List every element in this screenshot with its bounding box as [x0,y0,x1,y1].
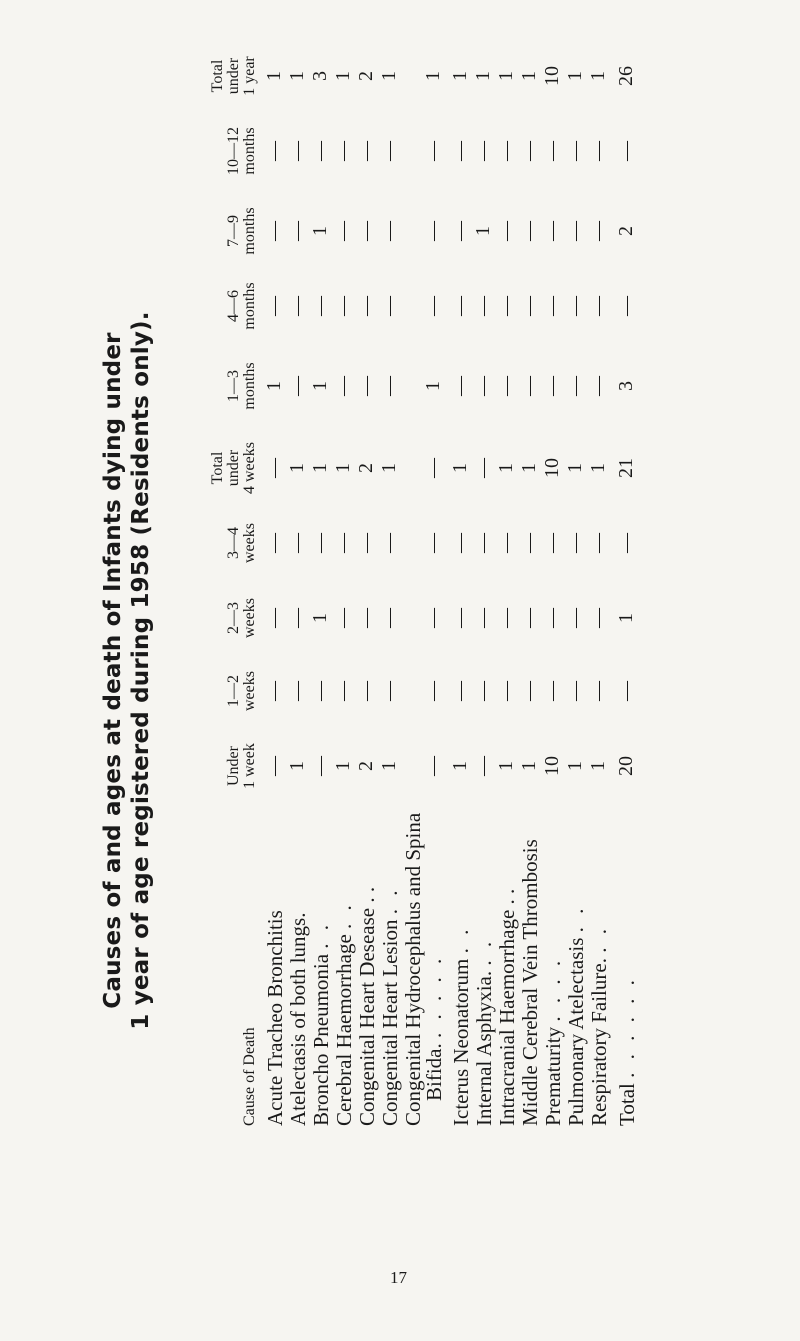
column-header-text: 1—3 [225,370,242,402]
cause-text: Congenital Hydrocephalus and Spina [401,812,425,1126]
table-cell: — [263,296,285,316]
column-header-4 [198,508,258,578]
table-cell: — [309,681,331,701]
table-cell: — [564,376,586,396]
leader-dots: . . . . [541,956,565,1022]
leader-dots: . . [378,886,402,915]
table-cell: 1 [332,761,354,771]
table-cell: — [286,141,308,161]
cause-text: Respiratory Failure. [587,958,611,1126]
table-cell: — [587,681,609,701]
leader-dots: . . [332,901,356,929]
table-cell: — [518,221,540,241]
table-cell: — [378,608,400,628]
column-header-text: 3—4 [225,527,242,559]
leader-dots: . . . . . [422,954,446,1038]
page-number: 17 [390,1268,407,1287]
table-cell: — [332,376,354,396]
cause-text: Intracranial Haemorrhage . . [495,888,519,1126]
table-cell: — [449,221,471,241]
table-cell: — [564,681,586,701]
table-cell: — [587,221,609,241]
column-header-1 [198,731,258,801]
table-cell: — [518,608,540,628]
cause-text: Atelectasis of both lungs. [286,912,310,1126]
table-cell: 2 [355,71,377,81]
table-cell: 1 [422,71,444,81]
column-header-text: months [241,127,258,175]
table-cell: — [309,756,331,776]
table-cell: — [422,681,444,701]
table-cell: — [422,608,444,628]
table-cell: — [309,533,331,553]
table-cell: — [472,141,494,161]
column-header-10 [198,41,258,111]
table-cell: — [615,296,637,316]
table-cell: 26 [615,66,637,86]
table-cell: 1 [263,381,285,391]
table-cell: 1 [472,71,494,81]
table-cell: — [472,296,494,316]
table-cell: — [541,296,563,316]
table-cell: — [495,296,517,316]
table-cell: 1 [449,463,471,473]
table-cell: — [355,681,377,701]
cause-text: Congenital Heart Desease . . [355,886,379,1126]
table-cell: — [422,296,444,316]
column-header-text: under [225,57,242,95]
table-cell: — [615,533,637,553]
table-cell: — [587,608,609,628]
table-title-line-1: Causes of and ages at death of Infants dying under [100,332,126,1009]
table-cell: 1 [263,71,285,81]
table-cell: 3 [309,71,331,81]
table-cell: — [378,533,400,553]
cause-text: Internal Asphyxia. [472,970,496,1126]
column-header-8 [198,196,258,266]
cause-text: Icterus Neonatorum [449,958,473,1126]
table-cell: 1 [378,463,400,473]
table-cell: — [286,608,308,628]
table-cell: — [355,296,377,316]
table-cell: — [615,681,637,701]
table-cell: 1 [449,71,471,81]
table-cell: — [263,458,285,478]
leader-dots: . . [472,937,496,966]
table-cell: — [332,296,354,316]
table-cell: — [587,296,609,316]
table-cell: — [355,608,377,628]
table-cell: — [422,141,444,161]
table-cell: — [518,681,540,701]
column-header-text: weeks [241,671,258,711]
table-cell: — [564,141,586,161]
table-cell: — [564,533,586,553]
table-cell: — [263,756,285,776]
table-cell: — [378,221,400,241]
table-cell: 1 [518,761,540,771]
table-cell: — [309,141,331,161]
table-cell: — [541,141,563,161]
cause-text: Cerebral Haemorrhage [332,934,356,1126]
table-cell: — [449,296,471,316]
table-cell: 10 [541,756,563,776]
cause-text: Pulmonary Atelectasis [564,937,588,1126]
cause-text: Prematurity [541,1026,565,1126]
table-cell: — [472,608,494,628]
table-cell: — [587,141,609,161]
table-cell: — [355,221,377,241]
table-cell: — [541,221,563,241]
table-cell: 1 [587,71,609,81]
table-cell: 1 [587,761,609,771]
table-cell: 1 [472,226,494,236]
table-cell: — [449,533,471,553]
table-cell: 2 [355,463,377,473]
cause-text: Middle Cerebral Vein Thrombosis [518,839,542,1126]
leader-dots: . . [564,904,588,933]
table-cell: 1 [309,613,331,623]
table-cell: — [495,533,517,553]
column-header-text: weeks [241,598,258,638]
table-cell: — [422,221,444,241]
table-cell: — [449,681,471,701]
leader-dots: . . . . . . [615,976,639,1078]
column-header-text: months [241,282,258,330]
column-header-2 [198,656,258,726]
column-header-5 [198,433,258,503]
table-cell: — [518,533,540,553]
column-header-text: under [225,449,242,487]
column-header-text: 2—3 [225,602,242,634]
table-cell: 1 [564,463,586,473]
table-cell: — [332,221,354,241]
table-cell: — [378,376,400,396]
table-cell: — [564,608,586,628]
table-cell: 1 [495,463,517,473]
table-cell: 20 [615,756,637,776]
table-cell: — [422,756,444,776]
table-cell: — [495,608,517,628]
table-cell: 1 [518,71,540,81]
table-cell: — [615,141,637,161]
cause-text: Broncho Pneumonia [309,953,333,1126]
table-cell: — [564,296,586,316]
table-cell: — [495,221,517,241]
table-cell: 1 [422,381,444,391]
table-cell: — [495,141,517,161]
table-cell: 1 [286,71,308,81]
table-cell: — [495,376,517,396]
table-cell: — [449,141,471,161]
table-cell: — [286,681,308,701]
column-header-text: months [241,362,258,410]
table-cell: 1 [564,71,586,81]
table-cell: — [263,533,285,553]
table-cell: — [449,608,471,628]
table-cell: 1 [449,761,471,771]
table-cell: 1 [587,463,609,473]
table-cell: — [541,376,563,396]
leader-dots: . . [309,920,333,949]
column-header-text: months [241,207,258,255]
table-cell: 3 [615,381,637,391]
column-header-text: 10—12 [225,127,242,175]
table-cell: 1 [332,463,354,473]
cause-text: Total [615,1083,639,1126]
table-cell: 1 [286,463,308,473]
table-cell: — [263,681,285,701]
table-cell: — [422,458,444,478]
table-cell: — [495,681,517,701]
table-cell: 2 [615,226,637,236]
table-cell: 1 [615,613,637,623]
table-cell: — [332,141,354,161]
table-cell: — [472,533,494,553]
table-cell: — [472,756,494,776]
column-header-9 [198,116,258,186]
table-cell: — [309,296,331,316]
table-cell: — [587,376,609,396]
table-cell: — [449,376,471,396]
column-header-text: 4 weeks [241,442,258,494]
table-cell: — [263,608,285,628]
cause-text: Bifida. [422,1043,446,1101]
cause-text: Acute Tracheo Bronchitis [263,910,287,1126]
table-cell: — [472,376,494,396]
table-cell: 10 [541,66,563,86]
column-header-text: 4—6 [225,290,242,322]
table-cell: — [378,141,400,161]
table-cell: — [541,681,563,701]
leader-dots: . . [449,925,473,954]
table-cell: 1 [332,71,354,81]
column-header-text: 1 week [241,743,258,789]
table-cell: 10 [541,458,563,478]
table-cell: — [518,376,540,396]
table-cell: 1 [495,761,517,771]
table-cell: — [355,533,377,553]
table-cell: — [541,608,563,628]
leader-dots: . . [587,925,611,953]
column-header-text: 1—2 [225,675,242,707]
table-cell: — [378,296,400,316]
table-cell: — [332,533,354,553]
table-cell: — [587,533,609,553]
table-cell: — [355,376,377,396]
table-cell: 1 [518,463,540,473]
table-cell: — [332,608,354,628]
table-cell: — [286,296,308,316]
column-header-text: weeks [241,523,258,563]
column-header-text: Cause of Death [241,1027,258,1126]
table-cell: — [378,681,400,701]
table-cell: 1 [564,761,586,771]
column-header-text: Under [225,746,242,786]
column-header-text: 7—9 [225,215,242,247]
table-cell: — [286,376,308,396]
table-cell: — [472,681,494,701]
table-cell: 21 [615,458,637,478]
table-cell: 1 [309,226,331,236]
table-cell: — [422,533,444,553]
column-header-3 [198,583,258,653]
table-cell: — [332,681,354,701]
table-cell: 1 [309,381,331,391]
table-cell: — [472,458,494,478]
table-cell: — [518,296,540,316]
column-header-cause [198,1006,258,1126]
table-cell: 1 [309,463,331,473]
table-cell: — [286,221,308,241]
column-header-7 [198,271,258,341]
table-title-line-2: 1 year of age registered during 1958 (Residents only). [128,311,154,1030]
table-cell: 1 [378,761,400,771]
table-cell: 1 [495,71,517,81]
column-header-text: Total [209,59,226,93]
table-cell: — [263,141,285,161]
column-header-text: 1 year [241,56,258,96]
table-cell: 2 [355,761,377,771]
table-cell: — [286,533,308,553]
column-header-text: Total [209,451,226,485]
table-cell: — [541,533,563,553]
table-cell: 1 [286,761,308,771]
table-cell: — [518,141,540,161]
table-cell: — [355,141,377,161]
table-cell: — [564,221,586,241]
cause-text: Congenital Heart Lesion [378,919,402,1126]
table-cell: — [263,221,285,241]
column-header-6 [198,351,258,421]
table-cell: 1 [378,71,400,81]
